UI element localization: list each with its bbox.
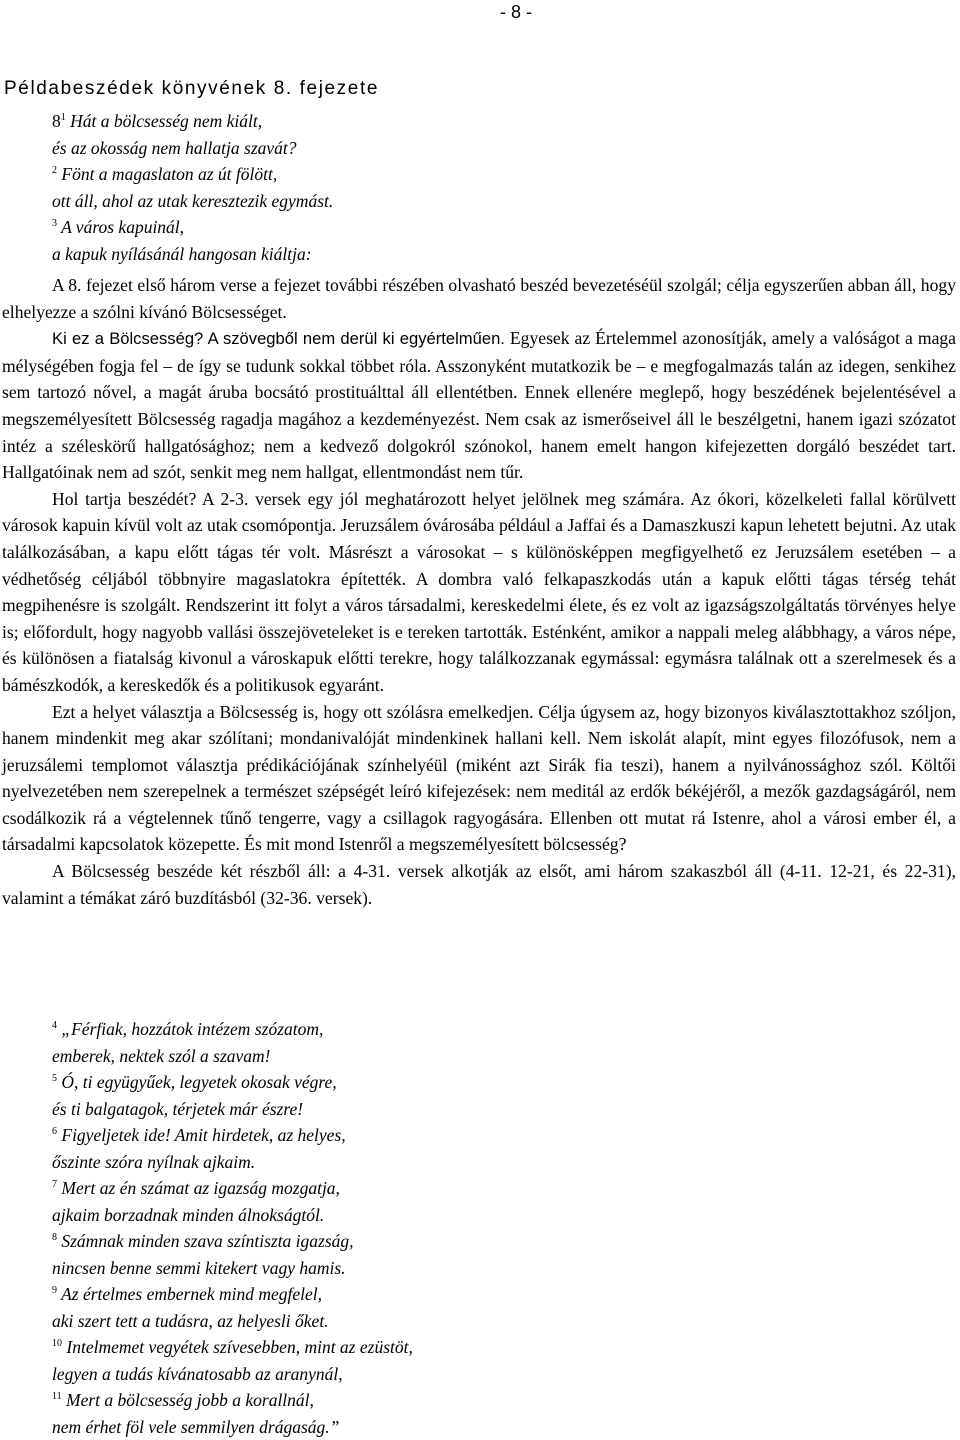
opening-verse-line: [52, 161, 333, 188]
verse-number: 7: [52, 1179, 57, 1191]
closing-verse-line: [52, 1122, 413, 1149]
verse-text: emberek, nektek szól a szavam!: [52, 1045, 271, 1066]
paragraph-where: Hol tartja beszédét? A 2-3. versek egy jól meghatározott helyet jelölnek meg számára. Az ókori, közelkeleti fallal körülvett városok kapuin kívül volt az utak csomópontja. Jeruzsálem óvárosába például a Jaffai és a Damaszkuszi kapun lehetett bejutni. Az utak találkozásában, a kapu előtt tágas tér volt. Másrészt a városokat – s különösképpen megfigyelhető ez Jeruzsálem esetében – a védhetőség céljából többnyire magaslatokra építették. A dombra való felkapaszkodás után a kapuk előtti tágas térség tehát megpihenésre is szolgált. Rendszerint itt folyt a város társadalmi, kereskedelmi élete, és ez volt az igazságszolgáltatás törvényes helye is; előfordult, hogy nagyobb vallási összejöveteleket is e tereken tartották. Esténként, amikor a nappali meleg alábbhagy, a város népe, és különösen a fiatalság kivonul a városkapuk előtti terekre, hogy találkozzanak egymással: egymásra találnak ott a szerelmesek és a bámészkodók, a kereskedők és a politikusok egyaránt.: [2, 488, 956, 695]
verse-text: Fönt a magaslaton az út fölött,: [61, 164, 278, 184]
closing-verse-line: [52, 1228, 413, 1255]
paragraph-who-is-wisdom: [2, 325, 956, 486]
verse-text: Ó, ti együgyűek, legyetek okosak végre,: [61, 1072, 337, 1092]
closing-verse-line: [52, 1334, 413, 1361]
verse-text: legyen a tudás kívánatosabb az aranynál,: [52, 1363, 343, 1384]
chapter-title: Példabeszédek könyvének 8. fejezete: [4, 78, 379, 99]
verse-number: 8: [52, 1232, 57, 1244]
verse-text: őszinte szóra nyílnak ajkaim.: [52, 1151, 256, 1172]
verse-text: Mert a bölcsesség jobb a korallnál,: [66, 1390, 314, 1410]
verse-text: és ti balgatagok, térjetek már észre!: [52, 1098, 304, 1119]
verse-number: 11: [52, 1391, 62, 1403]
paragraph-structure: A Bölcsesség beszéde két részből áll: a 4-31. versek alkotják az elsőt, ami három szakaszból áll (4-11. 12-21, és 22-31), valamint a témákat záró buzdításból (32-36. versek).: [2, 861, 956, 908]
closing-verse-line: [52, 1069, 413, 1096]
verse-text: Az értelmes embernek mind megfelel,: [61, 1284, 323, 1304]
verse-number: 2: [52, 165, 57, 177]
closing-verse-line: [52, 1255, 413, 1282]
verse-text: Számnak minden szava színtiszta igazság,: [61, 1231, 354, 1251]
paragraph-the-place: Ezt a helyet választja a Bölcsesség is, hogy ott szólásra emelkedjen. Célja úgysem az, hogy bizonyos kiválasztottakhoz szóljon, hanem mindenkit meg akar szólítani; mondanivalóját mindenkinek hallani kell. Nem iskolát alapít, mint egyes filozófusok, nem a jeruzsálemi templomot választja prédikációjának színhelyéül (miként azt Sirák fia teszi), hanem a nyilvánossághoz szól. Költői nyelvezetében nem szerepelnek a természet szépségét leíró kifejezések: nem meditál az erdők békéjéről, a mezők gazdagságáról, nem csodálkozik rá a végtelennek tűnő tengerre, vagy a csillagok ragyogására. Ellenben ott mutat rá Istenre, ahol a városi ember él, a társadalmi kapcsolatok közepette. És mit mond Istenről a megszemélyesített bölcsesség?: [2, 701, 956, 855]
verse-text: nincsen benne semmi kitekert vagy hamis.: [52, 1257, 346, 1278]
verse-number: 6: [52, 1126, 57, 1138]
closing-verse-line: [52, 1387, 413, 1414]
verse-text: a kapuk nyílásánál hangosan kiáltja:: [52, 243, 312, 264]
closing-verse-line: [52, 1414, 413, 1440]
question-sentence: Ki ez a Bölcsesség? A szövegből nem derül ki egyértelműen.: [52, 329, 505, 349]
closing-verse-line: [52, 1149, 413, 1176]
verse-text: ott áll, ahol az utak keresztezik egymást.: [52, 190, 334, 211]
verse-number: 4: [52, 1020, 57, 1032]
opening-verse-line: [52, 135, 333, 162]
verse-text: nem érhet föl vele semmilyen drágaság.”: [52, 1416, 340, 1437]
verse-number: 1: [60, 112, 66, 124]
closing-verse-line: [52, 1361, 413, 1388]
closing-verse-line: [52, 1175, 413, 1202]
chapter-number: 8: [52, 111, 61, 131]
page-number: - 8 -: [500, 2, 533, 22]
verse-text: ajkaim borzadnak minden álnokságtól.: [52, 1204, 325, 1225]
verse-text: Mert az én számat az igazság mozgatja,: [61, 1178, 340, 1198]
closing-verse-line: [52, 1202, 413, 1229]
verse-text: és az okosság nem hallatja szavát?: [52, 137, 297, 158]
closing-verses: [52, 1016, 413, 1440]
verse-text: „Férfiak, hozzátok intézem szózatom,: [61, 1019, 324, 1039]
opening-verse-line: [52, 188, 333, 215]
opening-verse-line: [52, 241, 333, 268]
verse-text: Intelmemet vegyétek szívesebben, mint az ezüstöt,: [66, 1337, 413, 1357]
verse-number: 10: [52, 1338, 62, 1350]
verse-text: aki szert tett a tudásra, az helyesli őket.: [52, 1310, 329, 1331]
verse-text: Figyeljetek ide! Amit hirdetek, az helyes,: [61, 1125, 346, 1145]
closing-verse-line: [52, 1281, 413, 1308]
opening-verse-line: [52, 214, 333, 241]
closing-verse-line: [52, 1016, 413, 1043]
paragraph-who-is-wisdom-rest: Egyesek az Értelemmel azonosítják, amely a valóságot a maga mélységében fogja fel – de így se tudunk sokkal többet róla. Asszonyként mutatkozik be – e megfogalmazás talán az idegen, senkihez sem tartozó nővel, a magát áruba bocsátó prostituálttal áll ellentétben. Ennek ellenére meglepő, hogy beszédének bejelentésével a megszemélyesített Bölcsesség ragadja magához a kezdeményezést. Nem csak az ismerőseivel áll le beszélgetni, hanem igazi szózatot intéz a széleskörű hallgatósághoz; nem a kedvező dolgokról szónokol, hanem emelt hangon kifejezetten dorgáló beszédet tart. Hallgatóinak nem ad szót, senkit meg nem hallgat, ellentmondást nem tűr.: [2, 328, 956, 483]
verse-number: 5: [52, 1073, 57, 1085]
closing-verse-line: [52, 1043, 413, 1070]
opening-verse-line: [52, 108, 333, 135]
intro-paragraph: A 8. fejezet első három verse a fejezet további részében olvasható beszéd bevezetéséül szolgál; célja egyszerűen abban áll, hogy elhelyezze a szólni kívánó Bölcsességet.: [2, 275, 956, 322]
commentary-body: [2, 272, 956, 911]
verse-number: 3: [52, 218, 57, 230]
closing-verse-line: [52, 1096, 413, 1123]
verse-text: A város kapuinál,: [61, 217, 185, 237]
verse-number: 9: [52, 1285, 57, 1297]
opening-verses: [52, 108, 333, 267]
verse-text: Hát a bölcsesség nem kiált,: [70, 111, 263, 131]
closing-verse-line: [52, 1308, 413, 1335]
